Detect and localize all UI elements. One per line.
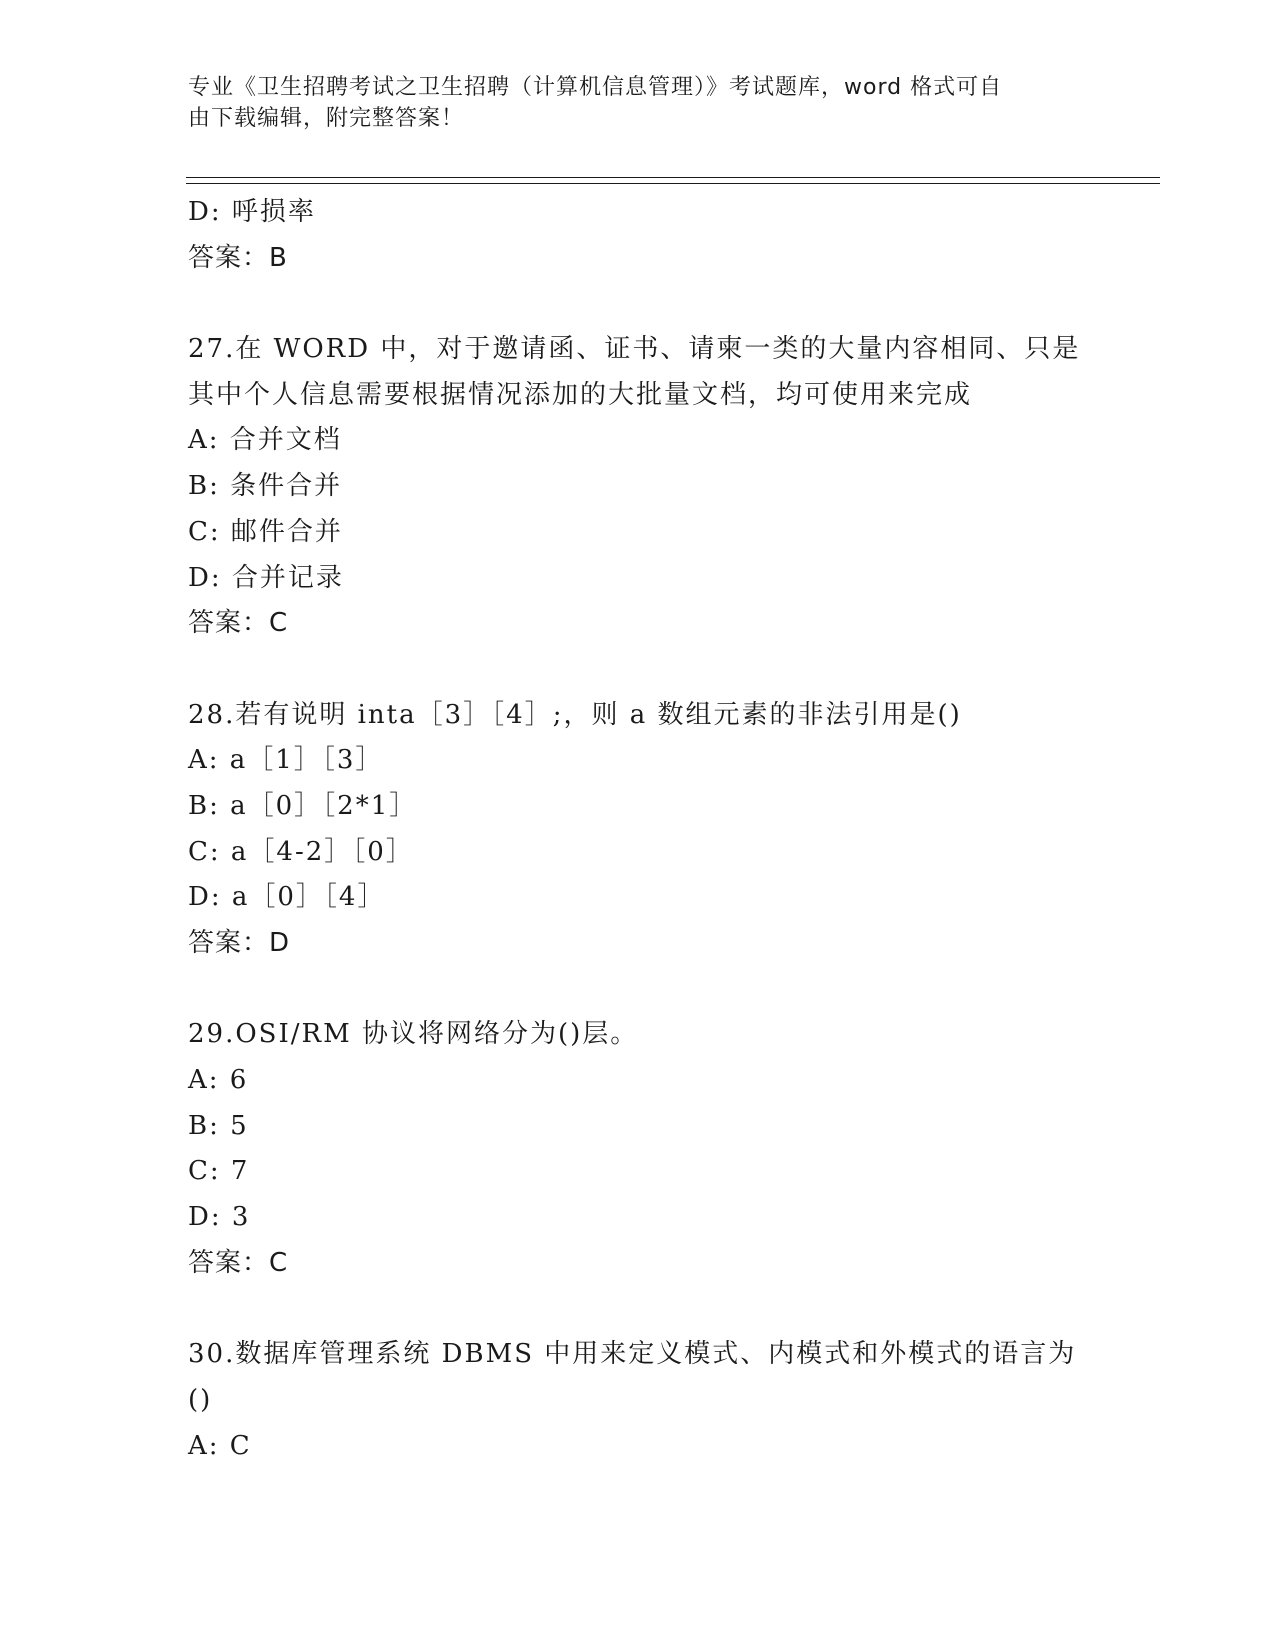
option-d: D: a［0］［4］ (188, 882, 386, 913)
spacer (188, 647, 1078, 693)
question-stem-continued: 其中个人信息需要根据情况添加的大批量文档，均可使用来完成 (188, 379, 973, 410)
header-divider-top (186, 177, 1160, 178)
question-28 (188, 693, 1078, 967)
answer-line: 答案：C (188, 608, 289, 639)
question-30 (188, 1332, 1078, 1469)
option-a: A: 合并文档 (188, 425, 342, 456)
option-c: C: a［4-2］［0］ (188, 836, 414, 867)
option-c: C: 7 (188, 1156, 250, 1187)
spacer (188, 281, 1078, 327)
question-stem: 29.OSI/RM 协议将网络分为()层。 (188, 1019, 639, 1050)
question-stem: 30.数据库管理系统 DBMS 中用来定义模式、内模式和外模式的语言为 (188, 1339, 1077, 1370)
question-stem: 28.若有说明 inta［3］［4］;，则 a 数组元素的非法引用是() (188, 699, 962, 730)
question-stem-continued: () (188, 1384, 213, 1415)
question-stem: 27.在 WORD 中，对于邀请函、证书、请柬一类的大量内容相同、只是 (188, 334, 1081, 365)
option-b: B: 5 (188, 1110, 249, 1141)
spacer (188, 967, 1078, 1013)
question-29 (188, 1012, 1078, 1286)
option-d: D: 呼损率 (188, 197, 316, 227)
document-header (188, 72, 1068, 134)
question-content (188, 190, 1081, 1469)
option-a: A: C (188, 1430, 252, 1461)
option-b: B: a［0］［2*1］ (188, 790, 418, 821)
option-a: A: a［1］［3］ (188, 745, 384, 776)
header-divider-bottom (186, 183, 1160, 184)
option-a: A: 6 (188, 1065, 249, 1096)
answer-line: 答案：C (188, 1247, 289, 1278)
question-27 (188, 327, 1081, 647)
answer-line: 答案：D (188, 928, 291, 958)
header-line-1: 专业《卫生招聘考试之卫生招聘（计算机信息管理）》考试题库，word 格式可自 (188, 75, 1003, 100)
option-b: B: 条件合并 (188, 471, 343, 502)
answer-line: 答案：B (188, 242, 288, 273)
option-d: D: 3 (188, 1202, 251, 1233)
option-d: D: 合并记录 (188, 562, 344, 593)
option-c: C: 邮件合并 (188, 516, 343, 547)
spacer (188, 1287, 1078, 1333)
header-line-2: 由下载编辑，附完整答案！ (188, 106, 465, 131)
